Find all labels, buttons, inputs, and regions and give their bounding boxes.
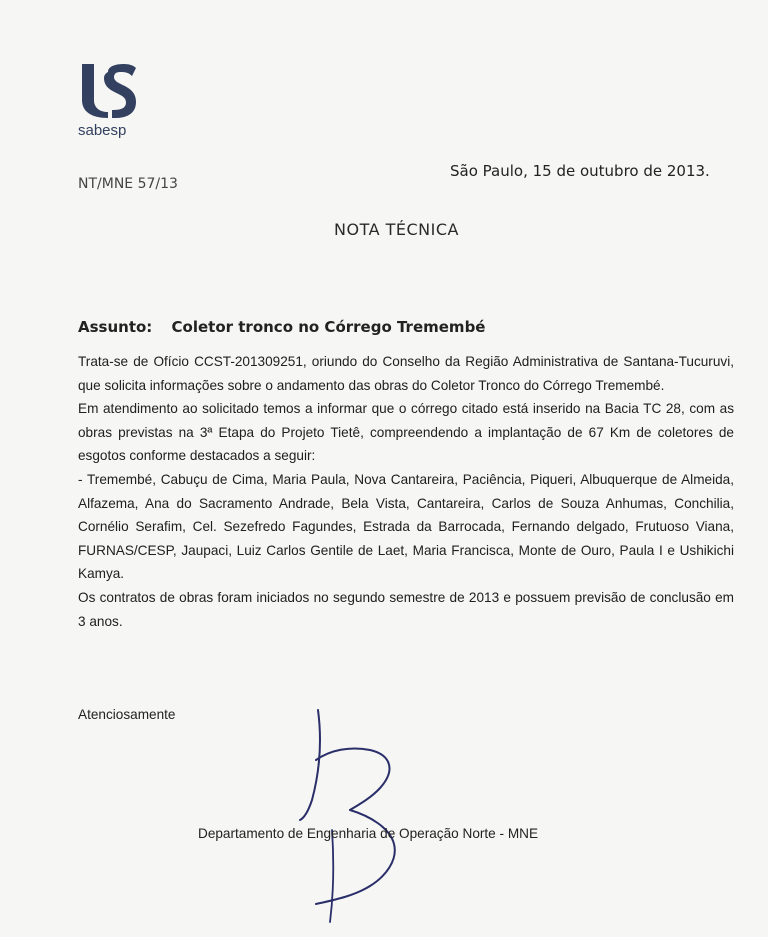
place-and-date: São Paulo, 15 de outubro de 2013. xyxy=(450,162,710,180)
body-text xyxy=(78,350,734,633)
document-number: NT/MNE 57/13 xyxy=(78,176,178,192)
paragraph-contracts: Os contratos de obras foram iniciados no segundo semestre de 2013 e possuem previsão de conclusão em 3 anos. xyxy=(78,589,734,629)
paragraph-collectors-list: - Tremembé, Cabuçu de Cima, Maria Paula, Nova Cantareira, Paciência, Piqueri, Albuquerque de Almeida, Alfazema, Ana do Sacramento Andrade, Bela Vista, Cantareira, Carlos de Souza Anhumas, Conchilia, Cornélio Serafim, Cel. Sezefredo Fagundes, Estrada da Barrocada, Fernando delgado, Frutuoso Viana, FURNAS/CESP, Jaupaci, Luiz Carlos Gentile de Laet, Maria Francisca, Monte de Ouro, Paula I e Ushikichi Kamya. xyxy=(78,471,734,582)
document-title: NOTA TÉCNICA xyxy=(334,220,459,239)
sabesp-logo-icon xyxy=(78,62,138,120)
subject-text: Coletor tronco no Córrego Tremembé xyxy=(171,318,486,336)
subject-line xyxy=(78,318,485,336)
closing-salutation: Atenciosamente xyxy=(78,707,176,722)
paragraph-response: Em atendimento ao solicitado temos a informar que o córrego citado está inserido na Bacia TC 28, com as obras previstas na 3ª Etapa do Projeto Tietê, compreendendo a implantação de 67 Km de coletores de esgotos conforme destacados a seguir: xyxy=(78,401,734,464)
department-name: Departamento de Engenharia de Operação Norte - MNE xyxy=(198,826,539,841)
subject-label: Assunto: xyxy=(78,318,153,336)
paragraph-request: Trata-se de Ofício CCST-201309251, oriundo do Conselho da Região Administrativa de Santana-Tucuruvi, que solicita informações sobre o andamento das obras do Coletor Tronco do Córrego Tremembé. xyxy=(78,354,734,393)
handwritten-signature-icon xyxy=(290,700,460,937)
brand-name: sabesp xyxy=(78,122,127,139)
